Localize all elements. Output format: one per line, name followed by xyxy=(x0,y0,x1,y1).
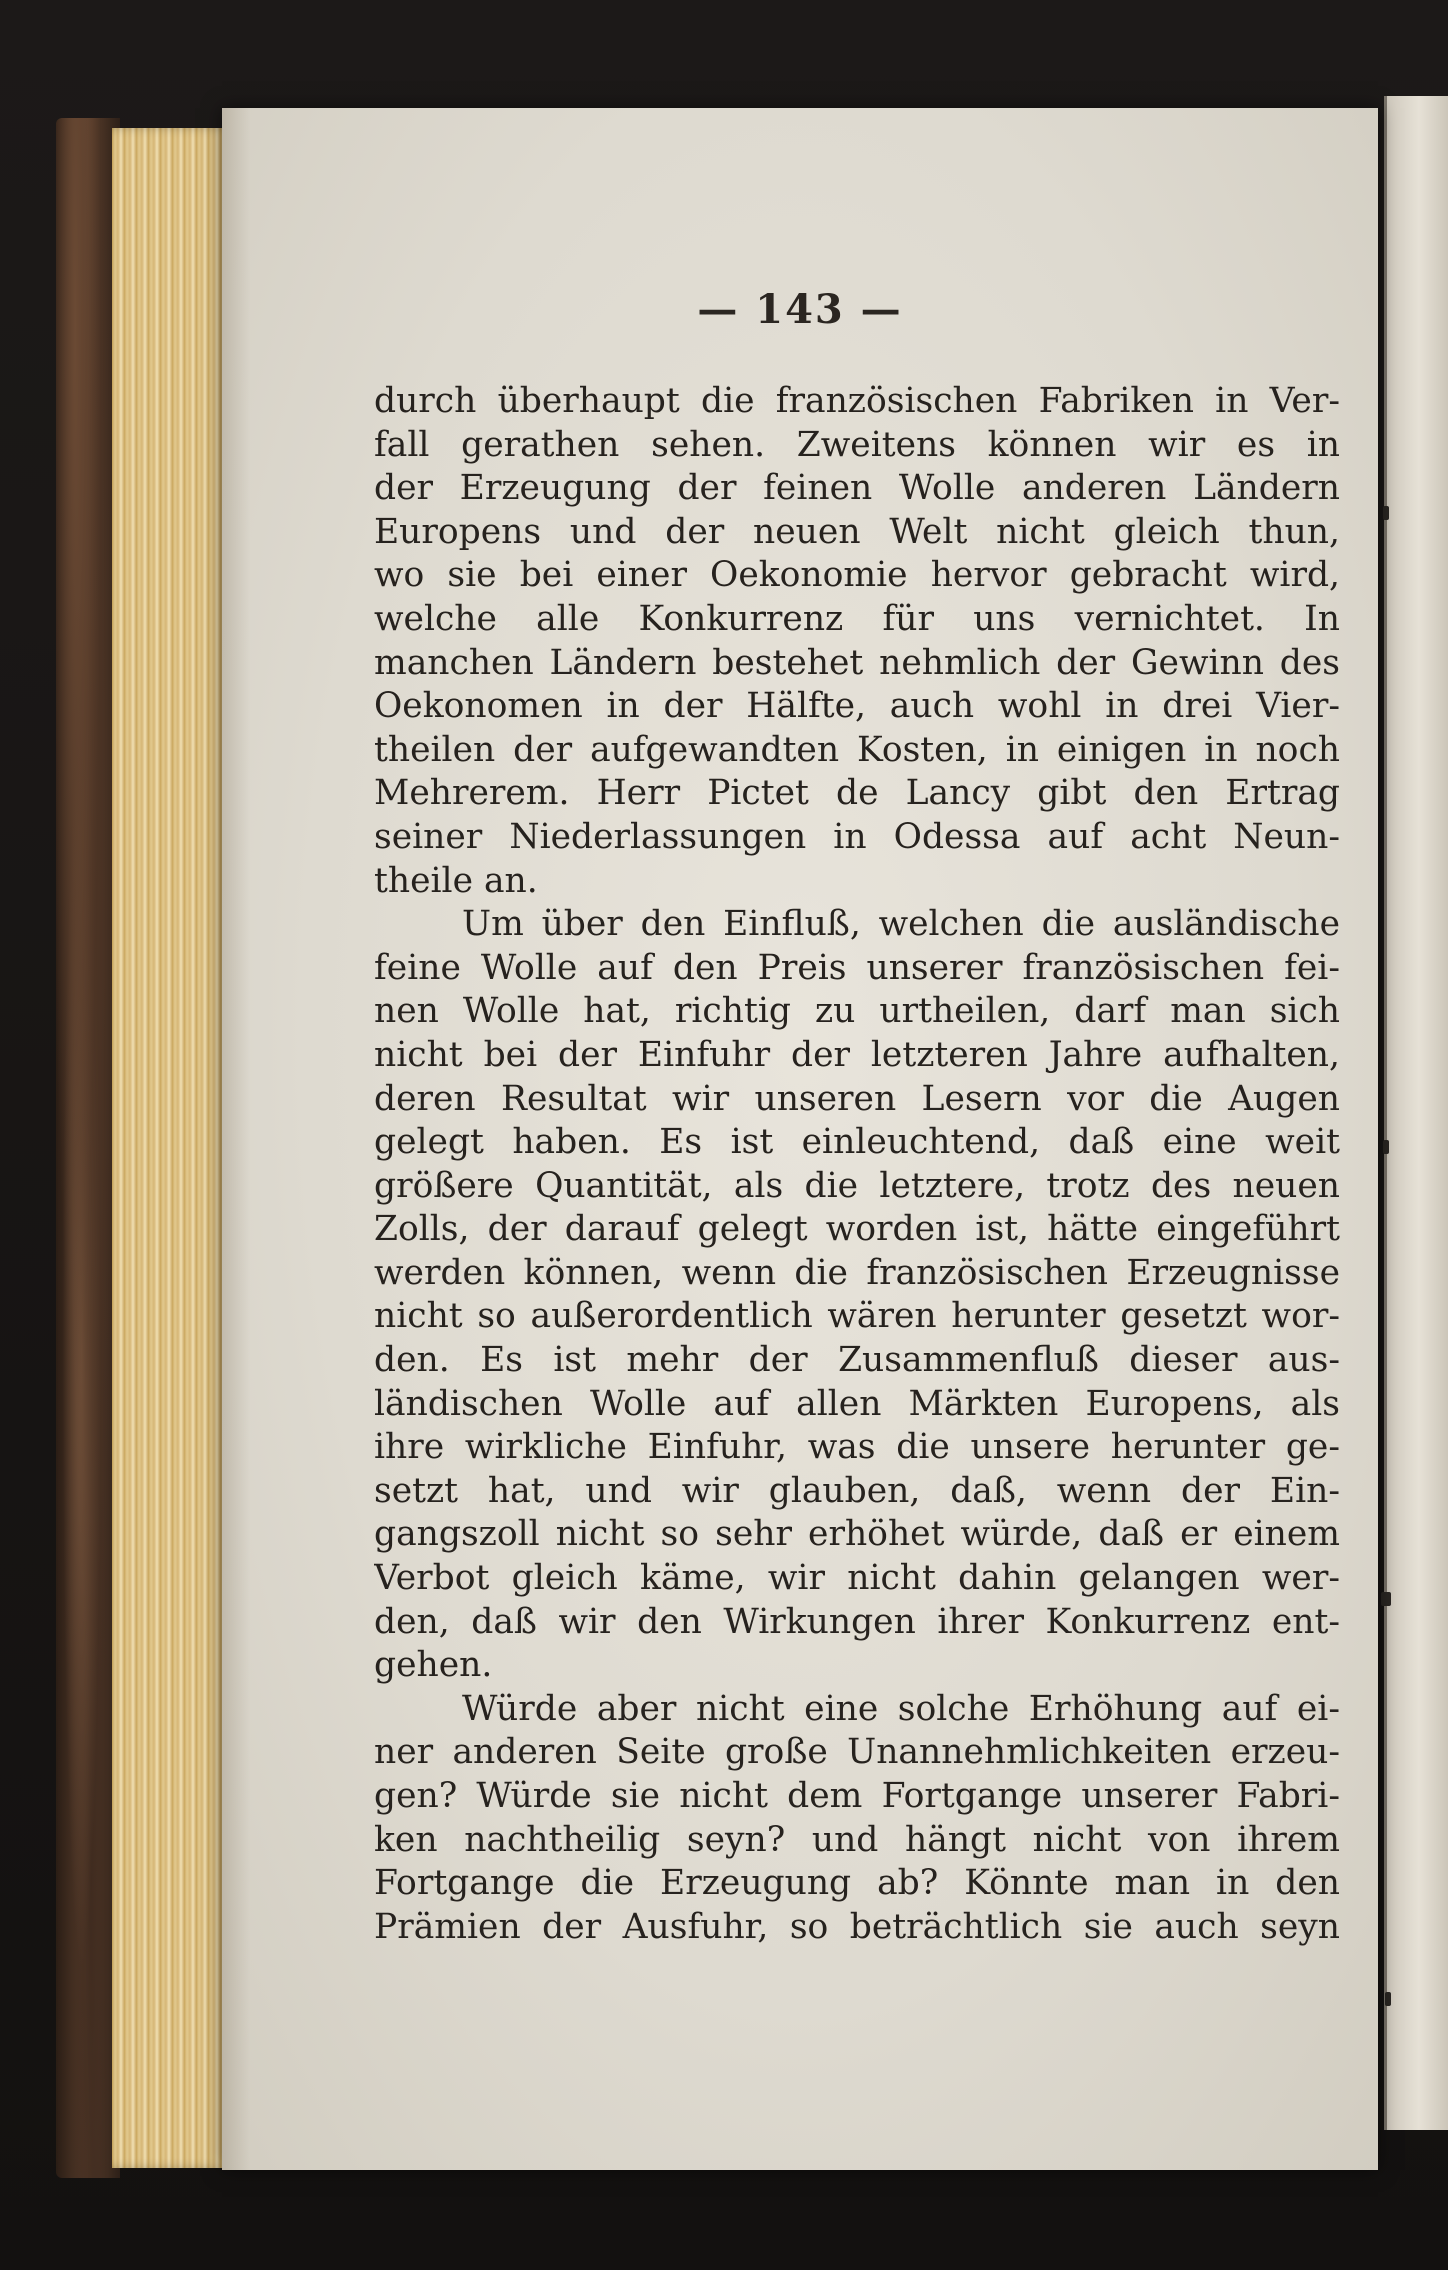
text-line: Prämien der Ausfuhr, so beträchtlich sie auch seyn xyxy=(374,1906,1340,1947)
gilded-page-edges xyxy=(112,128,232,2168)
text-line: theile an. xyxy=(374,860,538,901)
ink-mark xyxy=(1383,1140,1389,1154)
text-line: nicht so außerordentlich wären herunter gesetzt wor- xyxy=(374,1296,1340,1337)
page-body-text xyxy=(374,380,1340,1949)
text-line: feine Wolle auf den Preis unserer französischen fei- xyxy=(374,947,1340,988)
text-line: durch überhaupt die französischen Fabriken in Ver- xyxy=(374,381,1340,421)
ink-mark xyxy=(1381,1592,1391,1606)
text-line: nicht bei der Einfuhr der letzteren Jahre aufhalten, xyxy=(374,1034,1340,1075)
text-line: ländischen Wolle auf allen Märkten Europens, als xyxy=(374,1383,1340,1424)
text-line: der Erzeugung der feinen Wolle anderen Ländern xyxy=(374,468,1340,509)
text-line: Verbot gleich käme, wir nicht dahin gelangen wer- xyxy=(374,1558,1340,1599)
text-line: ihre wirkliche Einfuhr, was die unsere herunter ge- xyxy=(374,1427,1340,1468)
ink-mark xyxy=(1383,506,1389,520)
text-line: gehen. xyxy=(374,1645,493,1686)
text-line: theilen der aufgewandten Kosten, in einigen in noch xyxy=(374,729,1340,770)
text-line: Europens und der neuen Welt nicht gleich thun, xyxy=(374,511,1340,552)
text-line: den. Es ist mehr der Zusammenfluß dieser aus- xyxy=(374,1340,1340,1381)
page-number: — 143 — xyxy=(697,286,903,333)
marbled-book-cover xyxy=(56,118,120,2178)
text-line: Würde aber nicht eine solche Erhöhung auf ei- xyxy=(462,1688,1340,1729)
text-line: welche alle Konkurrenz für uns vernichtet. In xyxy=(374,598,1340,639)
text-line: gen? Würde sie nicht dem Fortgange unserer Fabri- xyxy=(374,1776,1340,1816)
text-line: gangszoll nicht so sehr erhöhet würde, daß er einem xyxy=(374,1514,1340,1555)
text-line: ner anderen Seite große Unannehmlichkeiten erzeu- xyxy=(374,1732,1340,1773)
text-line: seiner Niederlassungen in Odessa auf acht Neun- xyxy=(374,816,1340,857)
text-line: ken nachtheilig seyn? und hängt nicht von ihrem xyxy=(374,1819,1340,1860)
text-line: Oekonomen in der Hälfte, auch wohl in drei Vier- xyxy=(374,686,1340,727)
text-line: deren Resultat wir unseren Lesern vor die Augen xyxy=(374,1078,1340,1119)
facing-page-edge xyxy=(1384,96,1448,2130)
text-line: Zolls, der darauf gelegt worden ist, hätte eingeführt xyxy=(374,1209,1340,1250)
text-line: Mehrerem. Herr Pictet de Lancy gibt den Ertrag xyxy=(374,773,1340,814)
text-line: manchen Ländern bestehet nehmlich der Gewinn des xyxy=(374,642,1340,683)
text-line: den, daß wir den Wirkungen ihrer Konkurrenz ent- xyxy=(374,1601,1340,1642)
text-line: Fortgange die Erzeugung ab? Könnte man in den xyxy=(374,1863,1340,1904)
text-line: Um über den Einfluß, welchen die ausländische xyxy=(462,904,1340,945)
ink-mark xyxy=(1385,1992,1391,2006)
text-line: setzt hat, und wir glauben, daß, wenn der Ein- xyxy=(374,1470,1340,1511)
text-line: fall gerathen sehen. Zweitens können wir es in xyxy=(374,424,1340,465)
text-line: gelegt haben. Es ist einleuchtend, daß eine weit xyxy=(374,1122,1340,1163)
text-line: werden können, wenn die französischen Erzeugnisse xyxy=(374,1252,1340,1293)
text-line: nen Wolle hat, richtig zu urtheilen, darf man sich xyxy=(374,991,1340,1032)
text-line: größere Quantität, als die letztere, trotz des neuen xyxy=(374,1165,1340,1206)
text-line: wo sie bei einer Oekonomie hervor gebracht wird, xyxy=(374,555,1340,596)
book-page xyxy=(222,108,1378,2170)
